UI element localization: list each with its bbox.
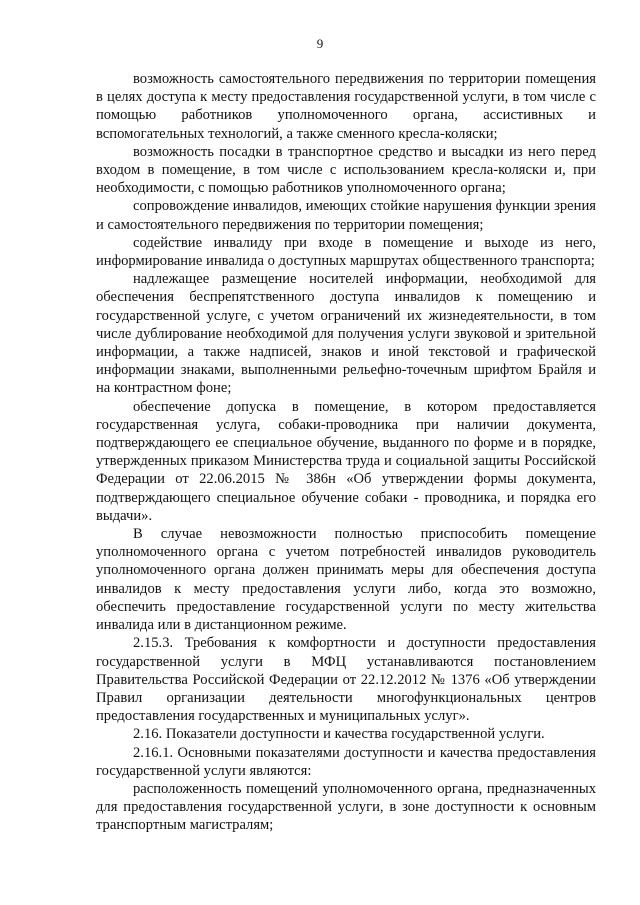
page-number: 9	[316, 36, 324, 51]
paragraph-assistance: содействие инвалиду при входе в помещение и выходе из него, информирование инвалида о доступных маршрутах общественного транспорта;	[96, 234, 596, 270]
paragraph-location: расположенность помещений уполномоченного органа, предназначенных для предоставления государственной услуги, в зоне доступности к основным транспортным магистралям;	[96, 780, 596, 834]
paragraph-mobility: возможность самостоятельного передвижения по территории помещения в целях доступа к месту предоставления государственной услуги, в том числе с помощью работников уполномоченного органа, ассистивных и вспомогательных технологий, а также сменного кресла-коляски;	[96, 71, 596, 142]
paragraph-escort: сопровождение инвалидов, имеющих стойкие нарушения функции зрения и самостоятельного передвижения по территории помещения;	[96, 198, 596, 233]
paragraph-boarding: возможность посадки в транспортное средство и высадки из него перед входом в помещение, в том числе с использованием кресла-коляски и, при необходимости, с помощью работников уполномоченного органа;	[96, 143, 596, 197]
paragraph-2-16: 2.16. Показатели доступности и качества государственной услуги.	[133, 726, 545, 743]
paragraph-information: надлежащее размещение носителей информации, необходимой для обеспечения беспрепятственного доступа инвалидов к помещению и государственной услуге, с учетом ограничений их жизнедеятельности, в том числе дублирование необходимой для получения услуги звуковой и зрительной информации, а также надписей, знаков и иной текстовой и графической информации знаками, выполненными рельефно-точечным шрифтом Брайля и на контрастном фоне;	[96, 271, 596, 397]
document-body	[96, 70, 596, 835]
paragraph-impossibility: В случае невозможности полностью приспособить помещение уполномоченного органа с учетом потребностей инвалидов руководитель уполномоченного органа должен принимать меры для обеспечения доступа инвалидов к месту предоставления услуги либо, когда это возможно, обеспечить предоставление государственной услуги по месту жительства инвалида или в дистанционном режиме.	[96, 526, 596, 634]
paragraph-2-15-3: 2.15.3. Требования к комфортности и доступности предоставления государственной услуги в МФЦ устанавливаются постановлением Правительства Российской Федерации от 22.12.2012 № 1376 «Об утверждении Правил организации деятельности многофункциональных центров предоставления государственных и муниципальных услуг».	[96, 635, 596, 725]
paragraph-2-16-1: 2.16.1. Основными показателями доступности и качества предоставления государственной услуги являются:	[96, 744, 596, 779]
paragraph-guide-dog: обеспечение допуска в помещение, в котором предоставляется государственная услуга, собаки-проводника при наличии документа, подтверждающего ее специальное обучение, выданного по форме и в порядке, утвержденных приказом Министерства труда и социальной защиты Российской Федерации от 22.06.2015 № 386н «Об утверждении формы документа, подтверждающего специальное обучение собаки - проводника, и порядка его выдачи».	[96, 398, 596, 524]
